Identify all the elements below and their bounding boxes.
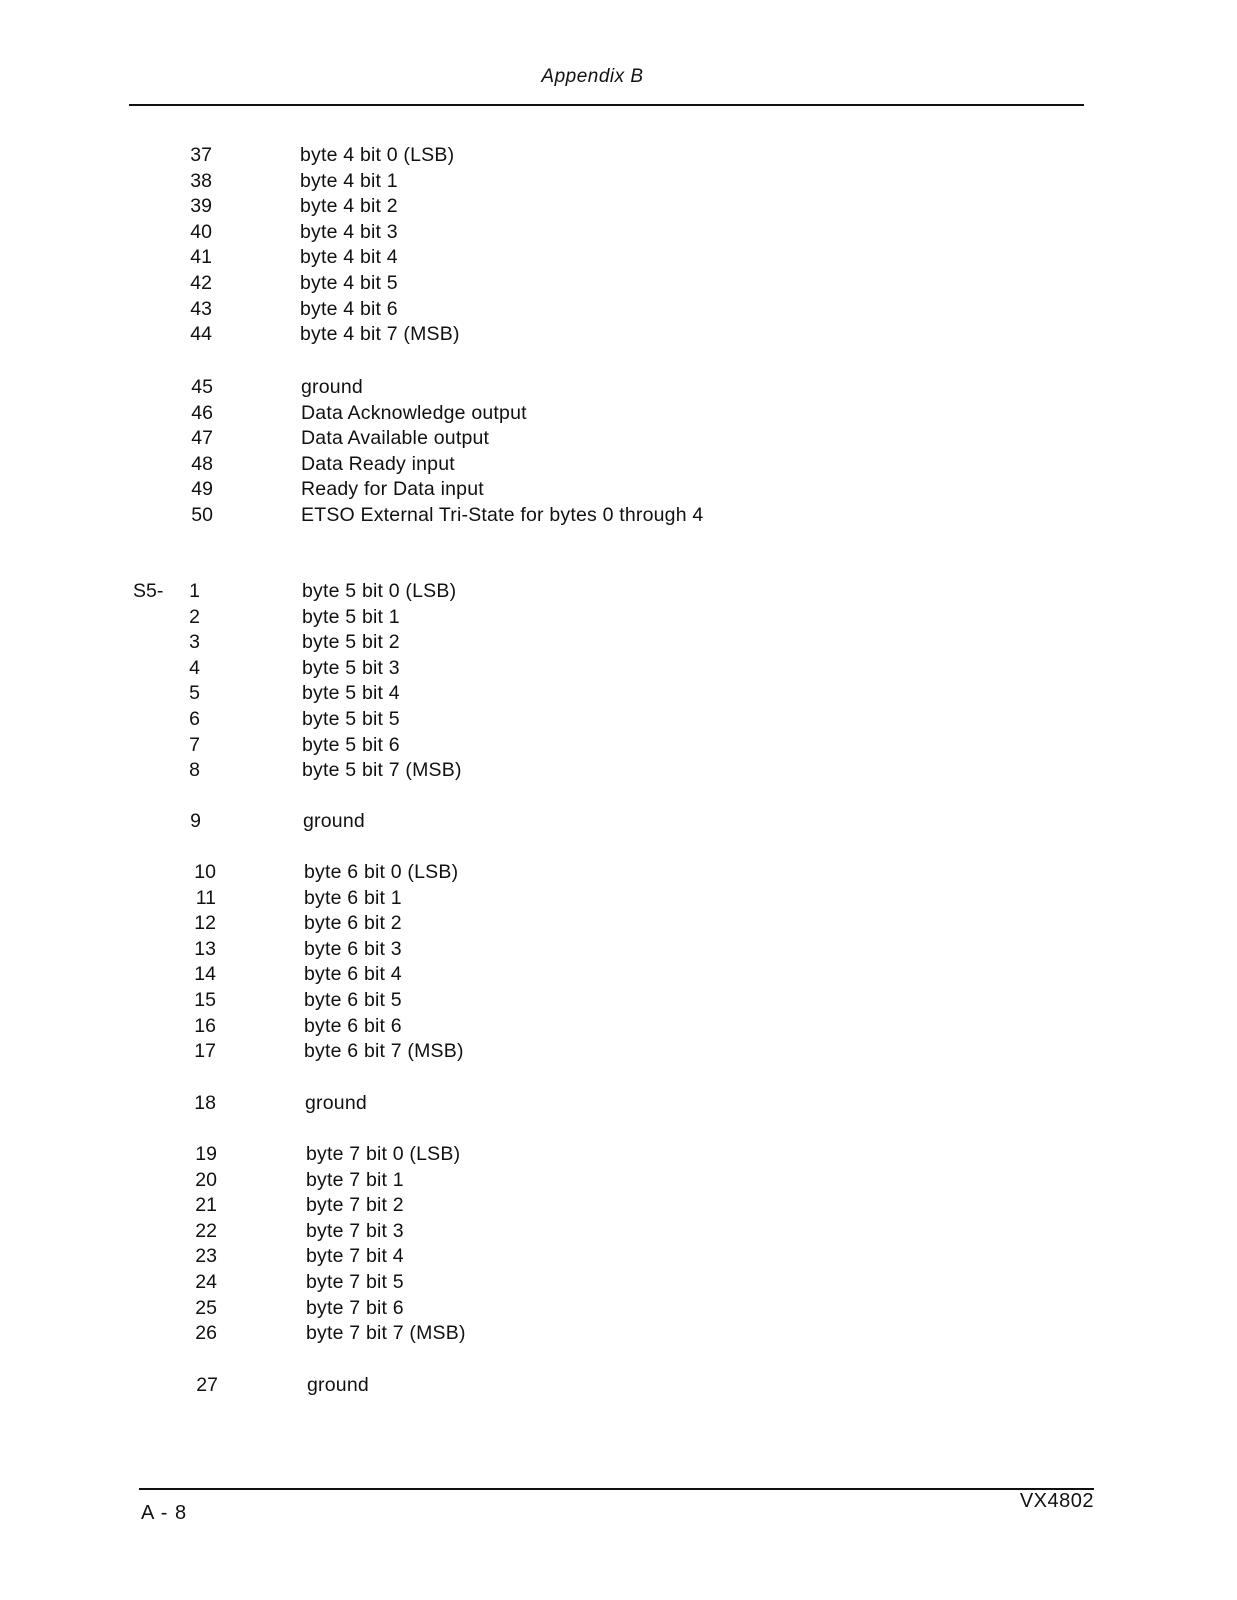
pin-number: 42 (190, 272, 212, 294)
pin-number: 13 (194, 937, 216, 960)
signal-description: byte 7 bit 2 (306, 1194, 404, 1217)
pin-number: 44 (190, 323, 212, 346)
pin-row (0, 706, 1100, 732)
signal-description: ground (305, 1092, 367, 1114)
signal-description: byte 4 bit 1 (300, 169, 398, 192)
pin-row (0, 425, 1100, 451)
page-title: Appendix B (541, 66, 644, 87)
pin-row (0, 1243, 1100, 1269)
page-number: A - 8 (141, 1502, 188, 1524)
pin-number: 15 (194, 989, 216, 1011)
pin-number: 4 (189, 656, 200, 679)
pin-row (0, 1372, 1100, 1398)
pin-number: 17 (194, 1040, 216, 1063)
signal-description: Ready for Data input (301, 478, 484, 501)
signal-description: byte 5 bit 3 (302, 656, 400, 679)
pin-row (0, 168, 1100, 194)
pin-row (0, 1167, 1100, 1193)
connector-label: S5- (133, 580, 164, 602)
pin-number: 22 (195, 1219, 217, 1242)
pin-number: 38 (190, 169, 212, 192)
pin-number: 12 (194, 912, 216, 935)
pin-number: 1 (189, 580, 200, 602)
pin-row (0, 374, 1100, 400)
signal-description: byte 5 bit 6 (302, 733, 400, 756)
pin-row (0, 321, 1100, 347)
signal-description: byte 7 bit 0 (LSB) (306, 1143, 461, 1165)
pin-row (0, 296, 1100, 322)
pin-number: 16 (194, 1014, 216, 1037)
pin-number: 10 (194, 861, 216, 883)
signal-description: byte 4 bit 3 (300, 220, 398, 243)
pin-row (0, 219, 1100, 245)
signal-description: byte 6 bit 5 (304, 989, 402, 1011)
pin-row (0, 859, 1100, 885)
pin-row (0, 1141, 1100, 1167)
signal-description: byte 6 bit 0 (LSB) (304, 861, 459, 883)
pin-number: 6 (189, 708, 200, 730)
pin-row (0, 1320, 1100, 1346)
pin-row (0, 961, 1100, 987)
pin-row (0, 604, 1100, 630)
pin-row (0, 655, 1100, 681)
pin-row (0, 270, 1100, 296)
signal-description: byte 5 bit 0 (LSB) (302, 580, 457, 602)
signal-description: Data Acknowledge output (301, 401, 527, 424)
pin-number: 40 (190, 220, 212, 243)
pin-row (0, 451, 1100, 477)
pin-number: 41 (190, 246, 212, 269)
pin-row (0, 910, 1100, 936)
pin-row (0, 502, 1100, 528)
pin-row (0, 936, 1100, 962)
pin-number: 21 (195, 1194, 217, 1217)
pin-number: 11 (195, 886, 216, 909)
signal-description: byte 5 bit 4 (302, 682, 400, 705)
pin-number: 27 (196, 1374, 218, 1396)
pin-number: 49 (191, 478, 213, 501)
signal-description: byte 5 bit 2 (302, 631, 400, 654)
signal-description: Data Ready input (301, 452, 455, 475)
pin-number: 25 (195, 1296, 217, 1319)
pin-row (0, 244, 1100, 270)
pin-row (0, 629, 1100, 655)
pin-number: 3 (189, 631, 200, 654)
signal-description: byte 4 bit 0 (LSB) (300, 144, 455, 166)
pin-row (0, 680, 1100, 706)
pin-row (0, 1013, 1100, 1039)
pin-number: 24 (195, 1271, 217, 1293)
pin-row (0, 142, 1100, 168)
pin-row (0, 1192, 1100, 1218)
signal-description: Data Available output (301, 427, 490, 450)
signal-description: byte 6 bit 6 (304, 1014, 402, 1037)
signal-description: byte 5 bit 1 (302, 605, 400, 628)
signal-description: ETSO External Tri-State for bytes 0 through 4 (301, 504, 704, 526)
signal-description: byte 7 bit 1 (306, 1168, 404, 1191)
pin-number: 5 (189, 682, 200, 705)
pin-number: 18 (194, 1092, 216, 1114)
pin-number: 23 (195, 1245, 217, 1268)
signal-description: ground (303, 810, 365, 832)
pin-number: 50 (191, 504, 213, 526)
signal-description: byte 7 bit 3 (306, 1219, 404, 1242)
pin-number: 19 (195, 1143, 217, 1165)
pin-row (0, 987, 1100, 1013)
signal-description: byte 4 bit 5 (300, 272, 398, 294)
pin-row (0, 578, 1100, 604)
pin-number: 7 (189, 733, 200, 756)
pin-row (0, 400, 1100, 426)
signal-description: byte 4 bit 7 (MSB) (300, 323, 460, 346)
document-id: VX4802 (1019, 1490, 1094, 1512)
pin-row (0, 757, 1100, 783)
signal-description: byte 6 bit 2 (304, 912, 402, 935)
pin-number: 47 (191, 427, 213, 450)
signal-description: byte 6 bit 7 (MSB) (304, 1040, 464, 1063)
signal-description: ground (301, 376, 363, 398)
signal-description: byte 6 bit 1 (304, 886, 402, 909)
signal-description: byte 6 bit 3 (304, 937, 402, 960)
pin-row (0, 1218, 1100, 1244)
pin-number: 37 (190, 144, 212, 166)
signal-description: byte 7 bit 5 (306, 1271, 404, 1293)
pin-number: 39 (190, 195, 212, 218)
signal-description: byte 4 bit 4 (300, 246, 398, 269)
pin-number: 45 (191, 376, 213, 398)
signal-description: byte 5 bit 5 (302, 708, 400, 730)
pin-number: 20 (195, 1168, 217, 1191)
signal-description: byte 6 bit 4 (304, 963, 402, 986)
pin-row (0, 1038, 1100, 1064)
signal-description: byte 4 bit 2 (300, 195, 398, 218)
pin-row (0, 732, 1100, 758)
pin-row (0, 1269, 1100, 1295)
signal-description: byte 7 bit 4 (306, 1245, 404, 1268)
signal-description: byte 5 bit 7 (MSB) (302, 759, 462, 782)
pin-row (0, 808, 1100, 834)
pin-number: 43 (190, 297, 212, 320)
pin-number: 14 (194, 963, 216, 986)
pin-number: 2 (189, 605, 200, 628)
signal-description: ground (307, 1374, 369, 1396)
pin-row (0, 476, 1100, 502)
pin-number: 9 (190, 810, 201, 832)
signal-description: byte 7 bit 7 (MSB) (306, 1322, 466, 1345)
pin-number: 8 (189, 759, 200, 782)
pin-row (0, 193, 1100, 219)
pin-row (0, 885, 1100, 911)
pin-number: 48 (191, 452, 213, 475)
pin-number: 46 (191, 401, 213, 424)
pin-row (0, 1090, 1100, 1116)
signal-description: byte 7 bit 6 (306, 1296, 404, 1319)
pin-row (0, 1295, 1100, 1321)
signal-description: byte 4 bit 6 (300, 297, 398, 320)
footer-divider (139, 1488, 1094, 1490)
pin-number: 26 (195, 1322, 217, 1345)
